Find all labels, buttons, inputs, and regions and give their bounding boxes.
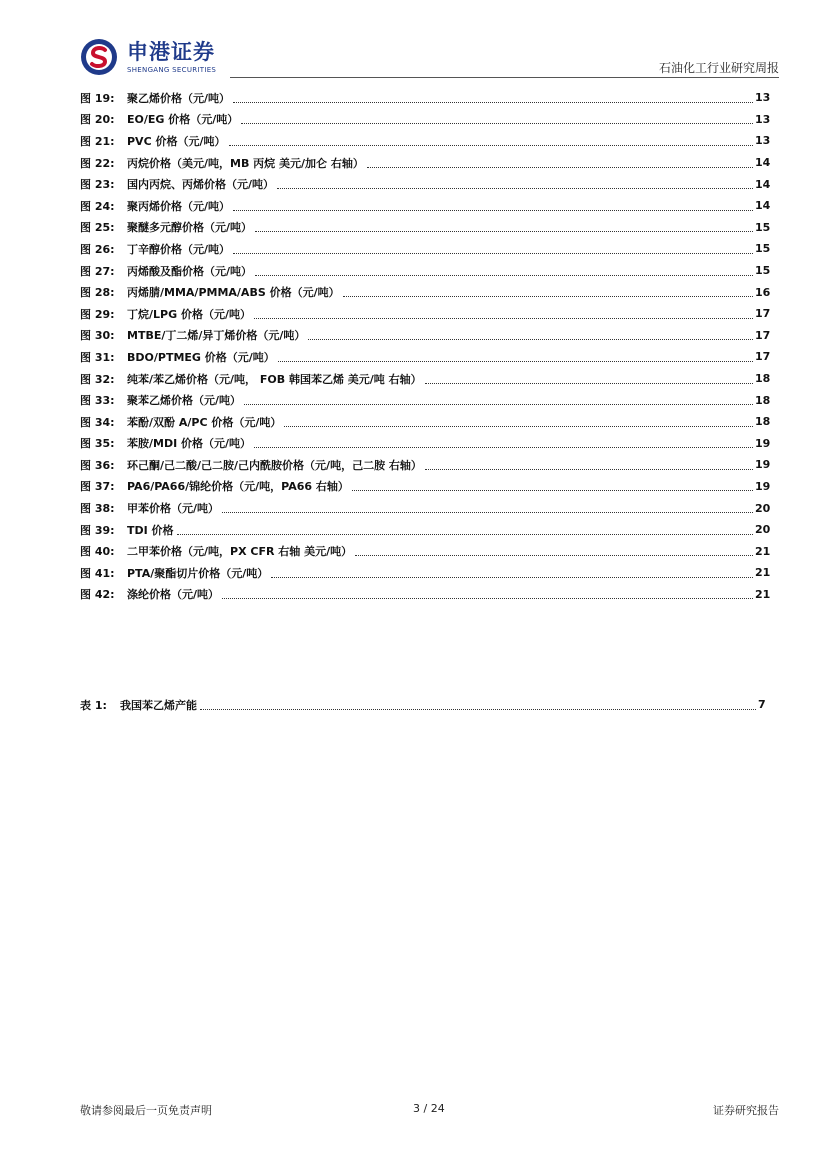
toc-leader-dots	[233, 201, 753, 211]
toc-entry-title: PTA/聚酯切片价格（元/吨）	[127, 566, 269, 580]
toc-entry-number: 图 31:	[80, 350, 115, 364]
toc-entry-number: 图 30:	[80, 329, 115, 343]
toc-entry[interactable]	[80, 260, 771, 282]
toc-entry[interactable]	[80, 195, 771, 217]
toc-entry-title: 环己酮/己二酸/己二胺/己内酰胺价格（元/吨，己二胺 右轴）	[127, 458, 422, 472]
toc-entry-page: 13	[755, 134, 771, 148]
toc-entry-number: 图 42:	[80, 588, 115, 602]
toc-leader-dots	[255, 222, 753, 232]
toc-entry-number: 图 26:	[80, 242, 115, 256]
toc-entry-title: 丁辛醇价格（元/吨）	[127, 242, 231, 256]
toc-entry[interactable]	[80, 476, 771, 498]
toc-entry-page: 16	[755, 285, 771, 299]
toc-entry-number: 图 22:	[80, 156, 115, 170]
header-divider	[230, 77, 779, 78]
toc-entry[interactable]	[80, 433, 771, 455]
toc-entry[interactable]	[80, 540, 771, 562]
toc-entry[interactable]	[80, 694, 770, 716]
toc-entry-page: 13	[755, 112, 771, 126]
page-footer	[80, 1102, 779, 1118]
brand-name-cn: 申港证券	[127, 40, 215, 64]
toc-entry-page: 21	[755, 566, 771, 580]
toc-entry-page: 13	[755, 91, 771, 105]
toc-leader-dots	[343, 287, 753, 297]
toc-entry-page: 15	[755, 242, 771, 256]
toc-entry-number: 图 29:	[80, 307, 115, 321]
toc-leader-dots	[277, 179, 753, 189]
toc-entry-title: BDO/PTMEG 价格（元/吨）	[127, 350, 275, 364]
page-header	[0, 0, 827, 80]
toc-entry-title: TDI 价格	[127, 523, 174, 537]
toc-entry-page: 14	[755, 177, 771, 191]
toc-leader-dots	[177, 525, 753, 535]
toc-entry-number: 表 1:	[80, 698, 107, 712]
toc-leader-dots	[271, 568, 753, 578]
toc-entry[interactable]	[80, 368, 771, 390]
toc-leader-dots	[425, 460, 753, 470]
toc-entry-number: 图 27:	[80, 264, 115, 278]
toc-leader-dots	[233, 93, 753, 103]
table-list	[80, 694, 770, 716]
toc-leader-dots	[278, 352, 753, 362]
toc-entry-page: 18	[755, 393, 771, 407]
toc-entry-number: 图 41:	[80, 566, 115, 580]
page-number: 3 / 24	[413, 1102, 445, 1115]
toc-entry-number: 图 35:	[80, 437, 115, 451]
toc-leader-dots	[200, 700, 756, 710]
toc-entry-number: 图 36:	[80, 458, 115, 472]
toc-entry-title: 丙烯酸及酯价格（元/吨）	[127, 264, 253, 278]
toc-entry[interactable]	[80, 454, 771, 476]
toc-leader-dots	[367, 158, 753, 168]
toc-entry-title: 纯苯/苯乙烯价格（元/吨， FOB 韩国苯乙烯 美元/吨 右轴）	[127, 372, 422, 386]
toc-entry-number: 图 38:	[80, 502, 115, 516]
toc-entry-title: EO/EG 价格（元/吨）	[127, 113, 239, 127]
toc-entry-number: 图 33:	[80, 394, 115, 408]
toc-entry-title: 二甲苯价格（元/吨，PX CFR 右轴 美元/吨）	[127, 545, 353, 559]
toc-leader-dots	[425, 374, 753, 384]
toc-leader-dots	[229, 136, 754, 146]
toc-entry[interactable]	[80, 584, 771, 606]
toc-entry-title: 国内丙烷、丙烯价格（元/吨）	[127, 178, 275, 192]
toc-entry-title: 涤纶价格（元/吨）	[127, 588, 220, 602]
toc-entry-page: 20	[755, 523, 771, 537]
toc-entry-page: 17	[755, 307, 771, 321]
toc-leader-dots	[355, 546, 753, 556]
toc-entry-page: 17	[755, 350, 771, 364]
toc-entry-title: 聚丙烯价格（元/吨）	[127, 199, 231, 213]
toc-entry[interactable]	[80, 152, 771, 174]
toc-leader-dots	[241, 114, 753, 124]
toc-entry[interactable]	[80, 238, 771, 260]
toc-entry[interactable]	[80, 562, 771, 584]
toc-entry[interactable]	[80, 411, 771, 433]
toc-leader-dots	[233, 244, 753, 254]
toc-entry[interactable]	[80, 87, 771, 109]
toc-entry-page: 21	[755, 544, 771, 558]
toc-entry-page: 19	[755, 458, 771, 472]
toc-leader-dots	[222, 503, 753, 513]
toc-entry-number: 图 32:	[80, 372, 115, 386]
toc-entry-page: 15	[755, 264, 771, 278]
toc-entry-title: 聚苯乙烯价格（元/吨）	[127, 394, 242, 408]
toc-entry-page: 19	[755, 479, 771, 493]
toc-leader-dots	[254, 438, 753, 448]
toc-entry[interactable]	[80, 325, 771, 347]
toc-entry-page: 14	[755, 199, 771, 213]
toc-entry-title: PA6/PA66/锦纶价格（元/吨，PA66 右轴）	[127, 480, 349, 494]
toc-entry-title: 我国苯乙烯产能	[120, 698, 197, 712]
toc-entry-page: 20	[755, 501, 771, 515]
toc-entry-page: 14	[755, 156, 771, 170]
toc-entry-title: 丁烷/LPG 价格（元/吨）	[127, 307, 251, 321]
toc-leader-dots	[352, 481, 753, 491]
toc-entry-title: 丙烷价格（美元/吨，MB 丙烷 美元/加仑 右轴）	[127, 156, 364, 170]
toc-entry-title: 苯胺/MDI 价格（元/吨）	[127, 437, 252, 451]
toc-entry-title: 聚醚多元醇价格（元/吨）	[127, 221, 253, 235]
toc-entry[interactable]	[80, 303, 771, 325]
toc-entry-number: 图 19:	[80, 91, 115, 105]
toc-entry-number: 图 23:	[80, 178, 115, 192]
toc-entry-title: PVC 价格（元/吨）	[127, 134, 226, 148]
toc-entry-page: 17	[755, 328, 771, 342]
report-category: 证券研究报告	[713, 1104, 779, 1117]
toc-entry-number: 图 34:	[80, 415, 115, 429]
toc-entry-page: 15	[755, 220, 771, 234]
toc-entry-number: 图 40:	[80, 545, 115, 559]
toc-entry-page: 7	[758, 698, 766, 712]
toc-entry[interactable]	[80, 109, 771, 131]
toc-entry[interactable]	[80, 281, 771, 303]
toc-entry-page: 18	[755, 415, 771, 429]
toc-entry[interactable]	[80, 497, 771, 519]
report-type: 石油化工行业研究周报	[658, 61, 779, 75]
toc-entry-number: 图 39:	[80, 523, 115, 537]
shengang-logo-icon	[80, 38, 118, 76]
toc-entry[interactable]	[80, 217, 771, 239]
toc-entry-title: 甲苯价格（元/吨）	[127, 502, 220, 516]
toc-entry-page: 21	[755, 587, 771, 601]
toc-entry[interactable]	[80, 173, 771, 195]
toc-entry-title: MTBE/丁二烯/异丁烯价格（元/吨）	[127, 329, 306, 343]
disclaimer-note: 敬请参阅最后一页免责声明	[80, 1104, 212, 1117]
figure-list	[80, 87, 771, 605]
toc-entry-title: 聚乙烯价格（元/吨）	[127, 91, 231, 105]
toc-entry-page: 19	[755, 436, 771, 450]
toc-leader-dots	[284, 417, 753, 427]
toc-leader-dots	[222, 589, 753, 599]
toc-entry-number: 图 21:	[80, 134, 115, 148]
toc-leader-dots	[244, 395, 753, 405]
toc-leader-dots	[254, 309, 753, 319]
toc-entry-number: 图 24:	[80, 199, 115, 213]
brand-name-en: SHENGANG SECURITIES	[127, 66, 217, 74]
toc-leader-dots	[308, 330, 753, 340]
toc-entry-title: 丙烯腈/MMA/PMMA/ABS 价格（元/吨）	[127, 286, 340, 300]
toc-entry[interactable]	[80, 519, 771, 541]
toc-entry-title: 苯酚/双酚 A/PC 价格（元/吨）	[127, 415, 282, 429]
toc-entry-number: 图 37:	[80, 480, 115, 494]
toc-entry[interactable]	[80, 346, 771, 368]
toc-entry-number: 图 28:	[80, 286, 115, 300]
toc-entry[interactable]	[80, 389, 771, 411]
toc-entry-number: 图 25:	[80, 221, 115, 235]
toc-entry-page: 18	[755, 372, 771, 386]
toc-leader-dots	[255, 266, 753, 276]
toc-entry[interactable]	[80, 130, 771, 152]
toc-entry-number: 图 20:	[80, 113, 115, 127]
